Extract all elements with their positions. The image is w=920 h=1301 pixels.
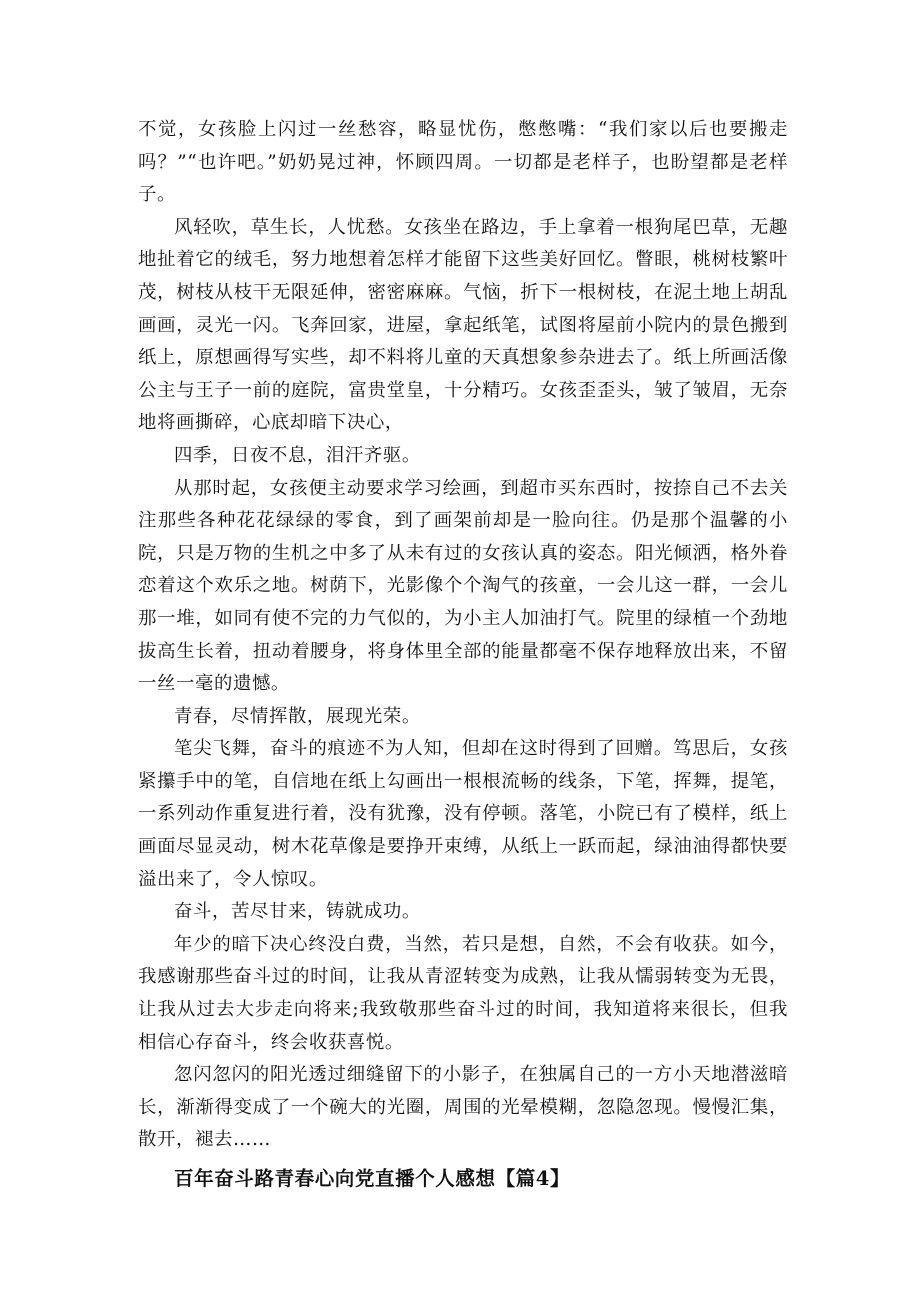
paragraph-7: 奋斗，苦尽甘来，铸就成功。 [174,901,421,923]
paragraph-5: 青春，尽情挥散，展现光荣。 [174,705,421,727]
paragraph-6: 笔尖飞舞，奋斗的痕迹不为人知，但却在这时得到了回赠。笃思后，女孩紧攥手中的笔，自信地在纸上勾画出一根根流畅的线条，下笔，挥舞，提笔，一系列动作重复进行着，没有犹豫，没有停顿。落笔，小院已有了模样，纸上画面尽显灵动，树木花草像是要挣开束缚，从纸上一跃而起，绿油油得都快要溢出来了，令人惊叹。 [138,738,788,890]
paragraph-9: 忽闪忽闪的阳光透过细缝留下的小影子，在独属自己的一方小天地潜滋暗长，渐渐得变成了一个碗大的光圈，周围的光晕模糊，忽隐忽现。慢慢汇集，散开，褪去…… [138,1064,788,1151]
paragraph-1: 不觉，女孩脸上闪过一丝愁容，略显忧伤，憋憋嘴：“我们家以后也要搬走吗？”“也许吧。”奶奶晃过神，怀顾四周。一切都是老样子，也盼望都是老样子。 [138,119,788,206]
paragraph-2: 风轻吹，草生长，人忧愁。女孩坐在路边，手上拿着一根狗尾巴草，无趣地扯着它的绒毛，努力地想着怎样才能留下这些美好回忆。瞥眼，桃树枝繁叶茂，树枝从枝干无限延伸，密密麻麻。气恼，折下一根树枝，在泥土地上胡乱画画，灵光一闪。飞奔回家，进屋，拿起纸笔，试图将屋前小院内的景色搬到纸上，原想画得写实些，却不料将儿童的天真想象参杂进去了。纸上所画活像公主与王子一前的庭院，富贵堂皇，十分精巧。女孩歪歪头，皱了皱眉，无奈地将画撕碎，心底却暗下决心， [138,216,788,434]
document-body [138,114,788,1195]
section-heading: 百年奋斗路青春心向党直播个人感想【篇4】 [174,1167,571,1190]
paragraph-4: 从那时起，女孩便主动要求学习绘画，到超市买东西时，按捺自己不去关注那些各种花花绿绿的零食，到了画架前却是一脸向往。仍是那个温馨的小院，只是万物的生机之中多了从未有过的女孩认真的姿态。阳光倾洒，格外眷恋着这个欢乐之地。树荫下，光影像个个淘气的孩童，一会儿这一群，一会儿那一堆，如同有使不完的力气似的，为小主人加油打气。院里的绿植一个劲地拔高生长着，扭动着腰身，将身体里全部的能量都毫不保存地释放出来，不留一丝一毫的遗憾。 [138,477,788,695]
paragraph-3: 四季，日夜不息，泪汗齐驱。 [174,444,421,466]
paragraph-8: 年少的暗下决心终没白费，当然，若只是想，自然，不会有收获。如今，我感谢那些奋斗过的时间，让我从青涩转变为成熟，让我从懦弱转变为无畏，让我从过去大步走向将来;我致敬那些奋斗过的时间，我知道将来很长，但我相信心存奋斗，终会收获喜悦。 [138,933,788,1053]
